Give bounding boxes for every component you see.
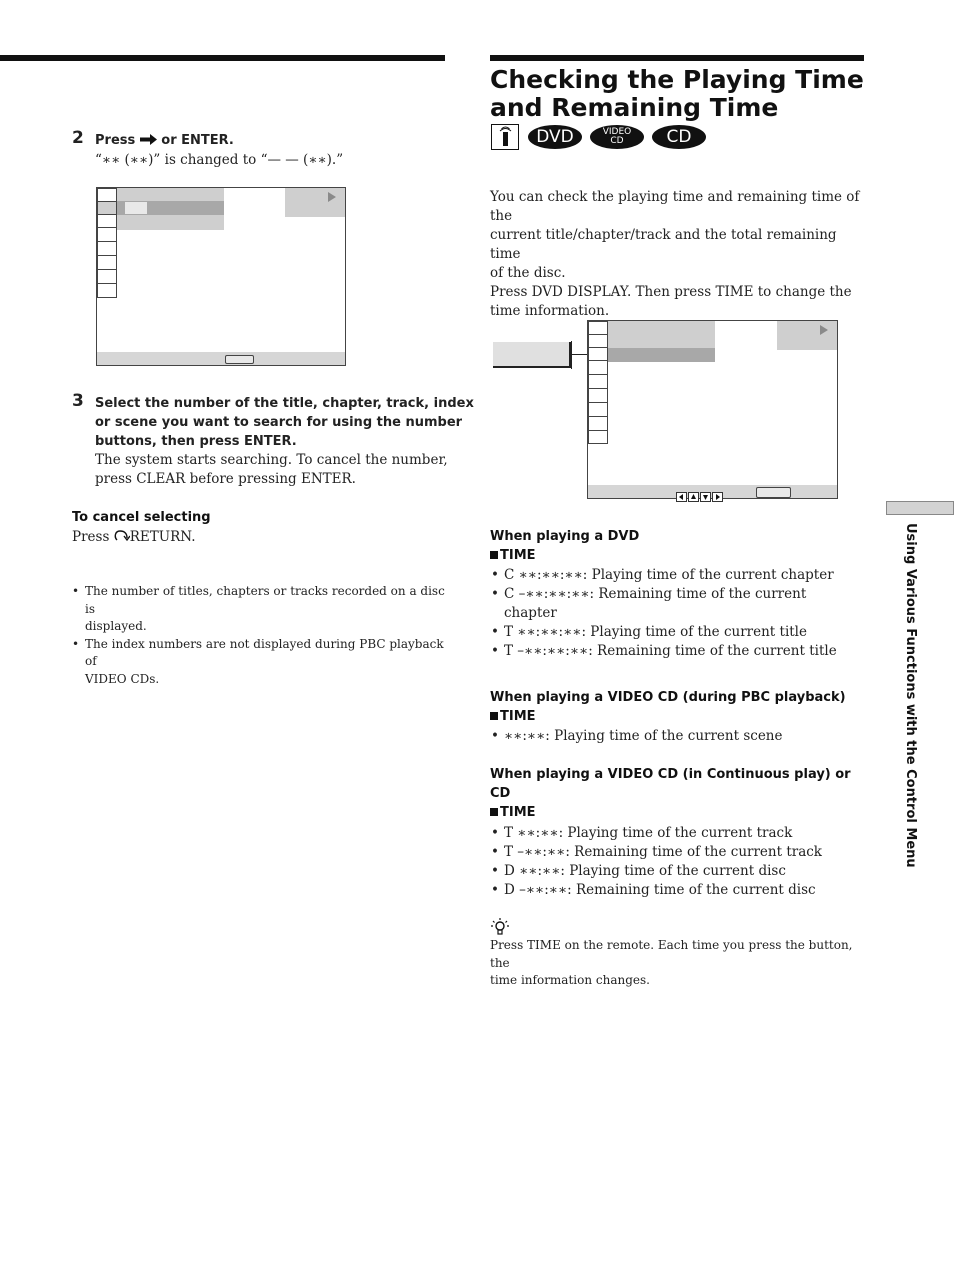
remote-control-icon [491, 124, 519, 150]
direction-buttons-icon [676, 487, 724, 506]
page-title: Checking the Playing Time and Remaining Time [490, 65, 864, 122]
vcd-pbc-time-subheading: TIME [490, 707, 536, 726]
menu-icon-cell [97, 188, 117, 202]
square-bullet-icon [490, 551, 498, 559]
menu-status-panel [777, 321, 837, 350]
top-rule-right [490, 55, 864, 61]
vcd-cont-heading: When playing a VIDEO CD (in Continuous play) or CD [490, 767, 851, 801]
square-bullet-icon [490, 808, 498, 816]
side-tab-label: Using Various Functions with the Control Menu [903, 523, 918, 868]
menu-icon-cell [97, 227, 117, 242]
dvd-badge: DVD [528, 125, 582, 149]
cancel-text: Press RETURN. [72, 529, 196, 545]
callout-bracket [571, 341, 572, 369]
play-icon [820, 325, 828, 335]
dvd-time-item: • T –∗∗:∗∗:∗∗: Remaining time of the current title [491, 642, 861, 661]
menu-bottom-button [756, 487, 791, 498]
menu-icon-cell [588, 430, 608, 444]
step-3-instruction: Select the number of the title, chapter, track, index or scene you want to search for using the number buttons, then press ENTER. [95, 396, 474, 449]
intro-text: You can check the playing time and remaining time of the current title/chapter/track and the total remaining time of the disc. Press DVD DISPLAY. Then press TIME to change the time information. [490, 189, 860, 319]
tip-text: Press TIME on the remote. Each time you press the button, the time information changes. [490, 938, 853, 987]
side-tab [886, 501, 954, 515]
note-item: • The index numbers are not displayed during PBC playback of VIDEO CDs. [72, 636, 447, 689]
dvd-time-item: • C –∗∗:∗∗:∗∗: Remaining time of the current chapter [491, 585, 861, 623]
control-menu-screen-right [587, 320, 838, 499]
vcd-pbc-time-list [491, 727, 861, 746]
dvd-time-subheading: TIME [490, 546, 536, 565]
dvd-heading: When playing a DVD [490, 529, 640, 544]
notes-list [72, 583, 447, 688]
vcd-cont-time-item: • D –∗∗:∗∗: Remaining time of the current disc [491, 881, 861, 900]
cancel-heading: To cancel selecting [72, 510, 211, 525]
step-3-number: 3 [72, 391, 84, 411]
video-cd-badge [590, 125, 644, 149]
menu-status-panel [285, 188, 345, 217]
menu-bottom-bar [97, 352, 345, 365]
menu-icon-cell [588, 360, 608, 375]
right-arrow-icon [140, 134, 157, 145]
control-menu-screen-left [96, 187, 346, 366]
menu-icon-cell [97, 201, 117, 215]
step-2-instruction: Press or ENTER. [95, 133, 234, 148]
submenu-row [117, 215, 224, 230]
vcd-cont-time-item: • T ∗∗:∗∗: Playing time of the current track [491, 824, 861, 843]
selected-row-highlight [125, 202, 147, 214]
square-bullet-icon [490, 712, 498, 720]
menu-bottom-button [225, 355, 254, 364]
top-rule-left [0, 55, 445, 61]
return-icon [114, 529, 130, 542]
menu-icon-cell [588, 402, 608, 417]
step-3-description: The system starts searching. To cancel the number, press CLEAR before pressing ENTER. [95, 452, 448, 487]
menu-icon-cell [97, 241, 117, 256]
menu-icon-cell [97, 283, 117, 298]
vcd-cont-time-item: • D ∗∗:∗∗: Playing time of the current disc [491, 862, 861, 881]
cd-badge: CD [652, 125, 706, 149]
menu-icon-cell [97, 269, 117, 284]
selected-row [608, 348, 715, 362]
play-icon [328, 192, 336, 202]
dvd-time-list [491, 566, 861, 661]
step-2-change-text: “∗∗ (∗∗)” is changed to “— — (∗∗).” [95, 152, 344, 168]
vcd-pbc-time-item: • ∗∗:∗∗: Playing time of the current scene [491, 727, 861, 746]
dvd-time-item: • T ∗∗:∗∗:∗∗: Playing time of the current title [491, 623, 861, 642]
menu-title-bar [608, 321, 715, 348]
time-callout-box [493, 342, 571, 368]
menu-icon-cell [97, 214, 117, 228]
menu-icon-cell [97, 255, 117, 270]
step-2-number: 2 [72, 128, 84, 148]
vcd-pbc-heading: When playing a VIDEO CD (during PBC playback) [490, 690, 846, 705]
menu-icon-cell [588, 347, 608, 361]
vcd-cont-time-item: • T –∗∗:∗∗: Remaining time of the current track [491, 843, 861, 862]
video-cd-label: VIDEO CD [602, 127, 632, 146]
vcd-cont-time-subheading: TIME [490, 803, 536, 822]
vcd-cont-time-list [491, 824, 861, 900]
menu-icon-cell [588, 374, 608, 389]
menu-icon-cell [588, 416, 608, 431]
menu-icon-cell [588, 388, 608, 403]
dvd-time-item: • C ∗∗:∗∗:∗∗: Playing time of the current chapter [491, 566, 861, 585]
menu-icon-cell [588, 321, 608, 335]
menu-icon-cell [588, 334, 608, 348]
menu-title-bar [117, 188, 224, 201]
note-item: • The number of titles, chapters or tracks recorded on a disc is displayed. [72, 583, 447, 636]
